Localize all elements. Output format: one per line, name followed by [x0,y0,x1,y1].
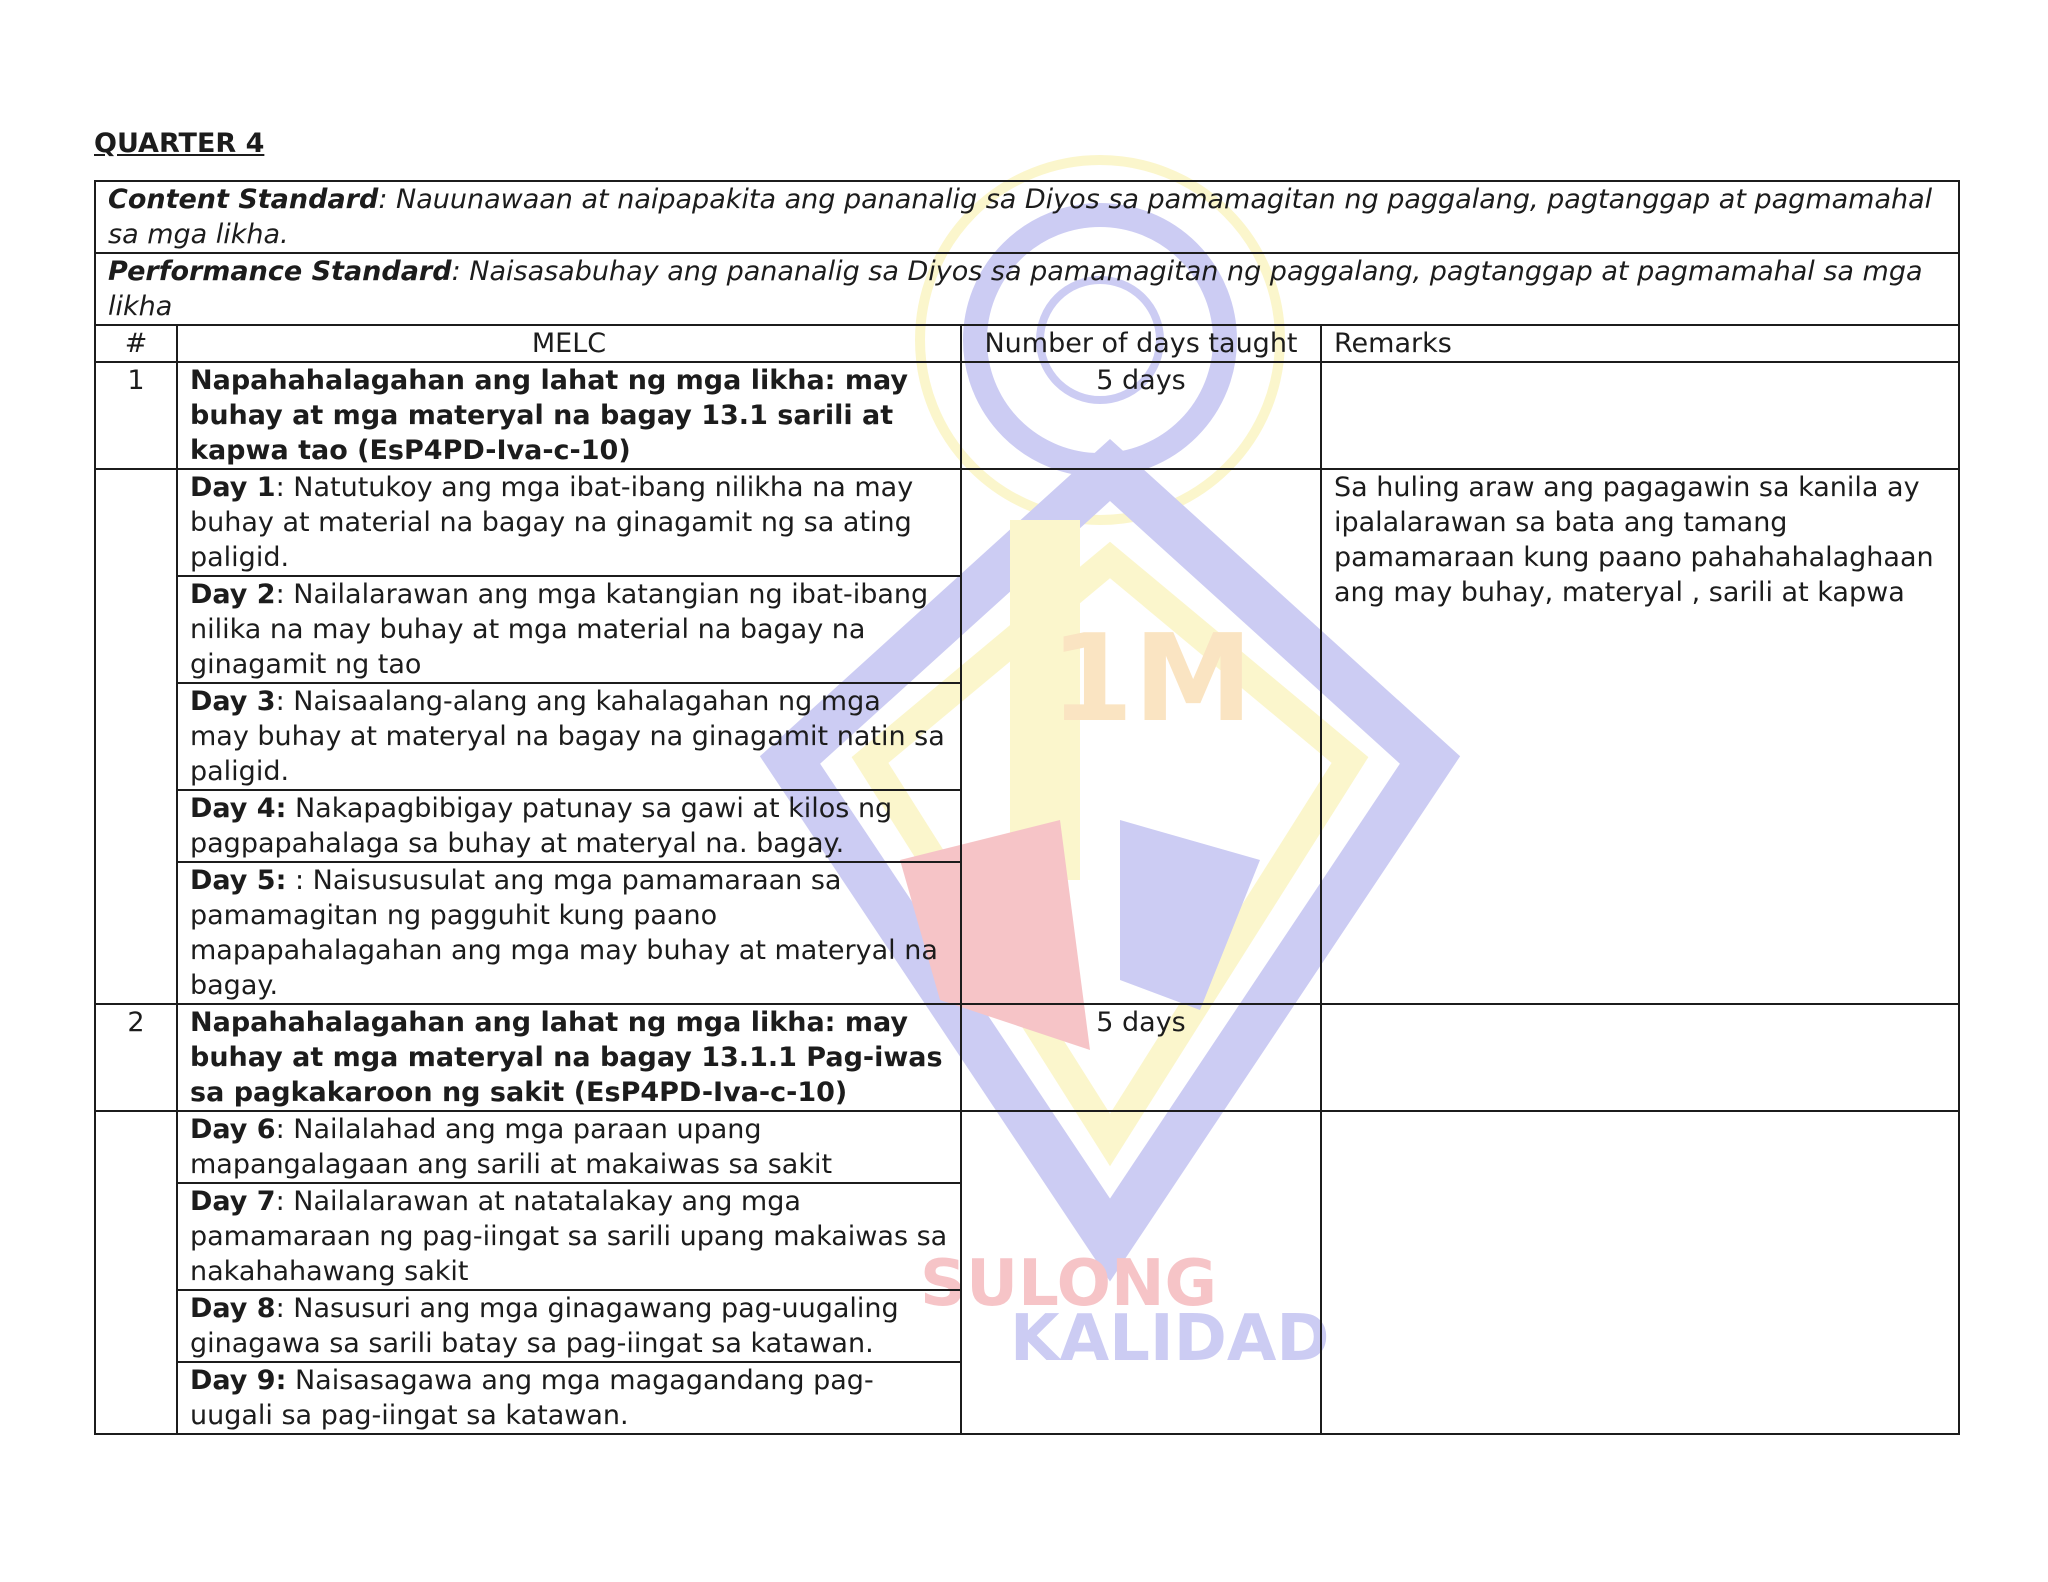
competency-days: 5 days [961,362,1321,469]
daily-objective [177,1362,961,1434]
header-days-taught: Number of days taught [961,325,1321,362]
daily-objective [177,1183,961,1290]
daily-days-empty [961,1111,1321,1434]
day-text: : Naisususulat ang mga pamamaraan sa pamamagitan ng pagguhit kung paano mapapahalagahan ang mga may buhay at materyal na bagay. [190,865,938,1001]
header-melc: MELC [177,325,961,362]
daily-objective-row [95,1111,1959,1183]
header-number: # [95,325,177,362]
daily-objective [177,790,961,862]
day-label: Day 3 [190,686,276,717]
performance-standard-row [95,253,1959,325]
daily-objective [177,576,961,683]
daily-objective-row [95,469,1959,576]
quarter-title: QUARTER 4 [94,128,265,159]
daily-objective [177,1290,961,1362]
competency-remarks [1321,362,1959,469]
competency-days: 5 days [961,1004,1321,1111]
daily-number-empty [95,1111,177,1434]
day-text: : Nailalahad ang mga paraan upang mapangalagaan ang sarili at makaiwas sa sakit [190,1114,833,1180]
watermark-logo-text: 1M [1050,610,1253,749]
competency-row [95,362,1959,469]
content-standard-row [95,181,1959,253]
daily-objective [177,1111,961,1183]
competency-title: Napahahalagahan ang lahat ng mga likha: may buhay at mga materyal na bagay 13.1 sarili at kapwa tao (EsP4PD-Iva-c-10) [177,362,961,469]
remarks-cell [1321,1111,1959,1434]
day-label: Day 5: [190,865,287,896]
daily-days-empty [961,469,1321,1004]
remarks-cell: Sa huling araw ang pagagawin sa kanila ay ipalalarawan sa bata ang tamang pamamaraan kung paano pahahahalaghaan ang may buhay, materyal , sarili at kapwa [1321,469,1959,1004]
daily-number-empty [95,469,177,1004]
competency-remarks [1321,1004,1959,1111]
melc-table [94,180,1960,1435]
day-label: Day 9: [190,1365,287,1396]
day-text: Nakapagbibigay patunay sa gawi at kilos ng pagpapahalaga sa buhay at materyal na. bagay. [190,793,893,859]
competency-number: 2 [95,1004,177,1111]
day-text: : Nasusuri ang mga ginagawang pag-uugaling ginagawa sa sarili batay sa pag-iingat sa katawan. [190,1293,899,1359]
competency-number: 1 [95,362,177,469]
day-text: Naisasagawa ang mga magagandang pag-uugali sa pag-iingat sa katawan. [190,1365,874,1431]
content-standard-text: : Nauunawaan at naipapakita ang pananalig sa Diyos sa pamamagitan ng paggalang, pagtanggap at pagmamahal sa mga likha. [108,184,1933,250]
day-label: Day 7 [190,1186,276,1217]
day-text: : Natutukoy ang mga ibat-ibang nilikha na may buhay at material na bagay na ginagamit ng sa ating paligid. [190,472,914,573]
content-standard-label: Content Standard [108,184,379,215]
performance-standard-label: Performance Standard [108,256,452,287]
day-text: : Nailalarawan at natatalakay ang mga pamamaraan ng pag-iingat sa sarili upang makaiwas sa nakahahawang sakit [190,1186,948,1287]
watermark-slogan-line2: KALIDAD [1010,1302,1330,1376]
daily-objective [177,469,961,576]
table-header-row [95,325,1959,362]
header-remarks: Remarks [1321,325,1959,362]
day-label: Day 1 [190,472,276,503]
performance-standard-cell [95,253,1959,325]
day-label: Day 8 [190,1293,276,1324]
watermark-slogan-line1: SULONG [920,1247,1218,1321]
competency-row [95,1004,1959,1111]
day-label: Day 2 [190,579,276,610]
competency-title: Napahahalagahan ang lahat ng mga likha: may buhay at mga materyal na bagay 13.1.1 Pag-iwas sa pagkakaroon ng sakit (EsP4PD-Iva-c-10) [177,1004,961,1111]
daily-objective [177,683,961,790]
content-standard-cell [95,181,1959,253]
day-text: : Nailalarawan ang mga katangian ng ibat-ibang nilika na may buhay at mga material na bagay na ginagamit ng tao [190,579,929,680]
performance-standard-text: : Naisasabuhay ang pananalig sa Diyos sa pamamagitan ng paggalang, pagtanggap at pagmamahal sa mga likha [108,256,1923,322]
day-label: Day 4: [190,793,287,824]
day-text: : Naisaalang-alang ang kahalagahan ng mga may buhay at materyal na bagay na ginagamit natin sa paligid. [190,686,945,787]
day-label: Day 6 [190,1114,276,1145]
daily-objective [177,862,961,1004]
